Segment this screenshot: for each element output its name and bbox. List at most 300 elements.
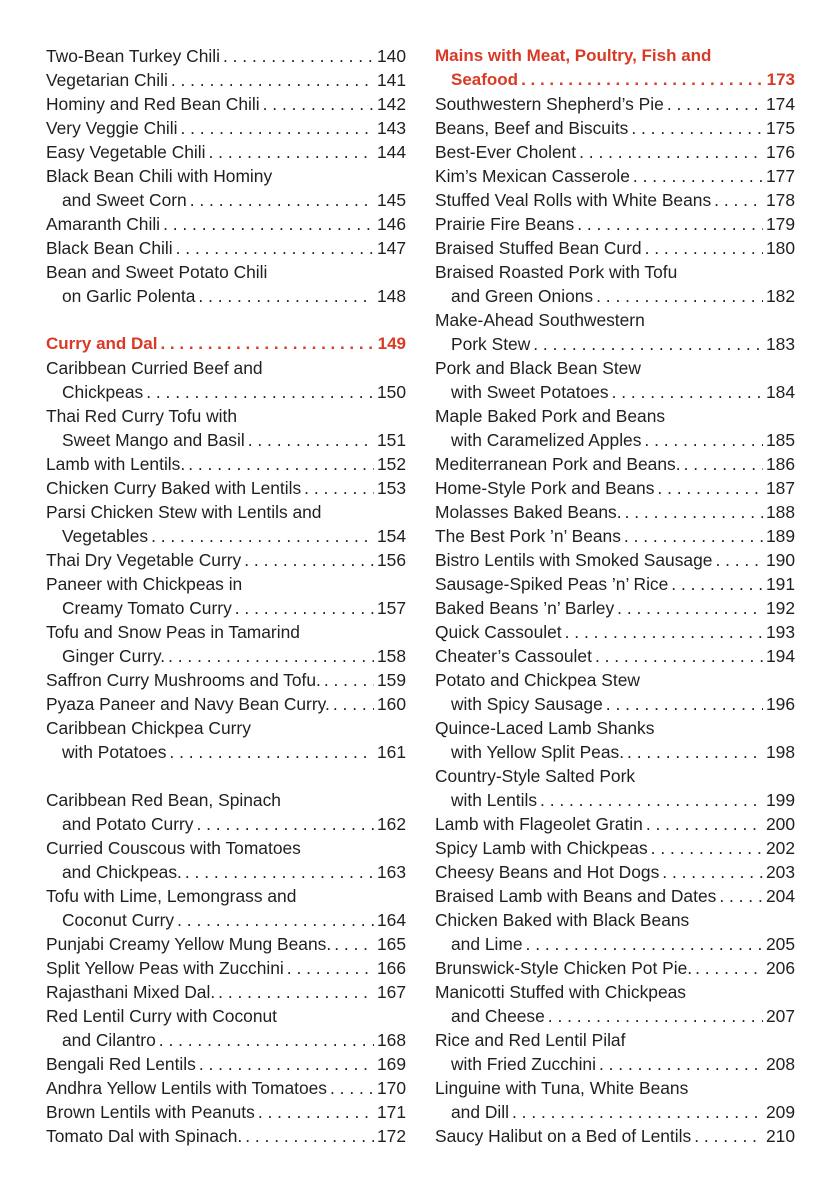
toc-line: [435, 884, 795, 908]
toc-section-heading[interactable]: [46, 332, 406, 356]
entry-title: Red Lentil Curry with Coconut: [46, 1006, 278, 1026]
toc-line: [46, 1100, 406, 1124]
page-number: 209: [765, 1102, 795, 1122]
page-number: 200: [765, 814, 795, 834]
dot-leader: [577, 212, 763, 236]
toc-entry[interactable]: [46, 692, 406, 716]
entry-title: and Dill: [451, 1102, 509, 1122]
entry-title: with Potatoes: [62, 742, 167, 762]
toc-section-heading[interactable]: [435, 44, 795, 92]
toc-entry[interactable]: [46, 980, 406, 1004]
toc-entry[interactable]: [435, 452, 795, 476]
toc-line: [435, 764, 795, 788]
entry-title: The Best Pork ’n’ Beans: [435, 526, 621, 546]
toc-line: [46, 908, 406, 932]
dot-leader: [171, 68, 374, 92]
entry-title: Molasses Baked Beans.: [435, 502, 622, 522]
toc-entry[interactable]: [435, 764, 795, 812]
page-number: 141: [376, 70, 406, 90]
toc-entry[interactable]: [46, 236, 406, 260]
toc-line: [435, 500, 795, 524]
entry-title: Braised Stuffed Bean Curd: [435, 238, 642, 258]
page-number: 184: [765, 382, 795, 402]
toc-line: [46, 260, 406, 284]
entry-title: Hominy and Red Bean Chili: [46, 94, 260, 114]
page-number: 208: [765, 1054, 795, 1074]
page-number: 143: [376, 118, 406, 138]
toc-line: [46, 1028, 406, 1052]
entry-title: Southwestern Shepherd’s Pie: [435, 94, 664, 114]
dot-leader: [625, 500, 763, 524]
page-number: 166: [376, 958, 406, 978]
entry-title: Bean and Sweet Potato Chili: [46, 262, 268, 282]
toc-line: [435, 1052, 795, 1076]
entry-title: Bengali Red Lentils: [46, 1054, 196, 1074]
dot-leader: [330, 1076, 374, 1100]
entry-title: Black Bean Chili with Hominy: [46, 166, 273, 186]
toc-entry[interactable]: [46, 716, 406, 764]
dot-leader: [627, 740, 763, 764]
toc-entry[interactable]: [435, 980, 795, 1028]
dot-leader: [324, 668, 374, 692]
toc-entry[interactable]: [46, 572, 406, 620]
page-number: 173: [766, 70, 795, 89]
toc-line: [435, 428, 795, 452]
page-number: 196: [765, 694, 795, 714]
dot-leader: [223, 44, 374, 68]
toc-entry[interactable]: [435, 1124, 795, 1148]
toc-line: [46, 188, 406, 212]
dot-leader: [248, 428, 374, 452]
dot-leader: [333, 692, 374, 716]
dot-leader: [159, 1028, 374, 1052]
toc-line: [46, 644, 406, 668]
entry-title: Stuffed Veal Rolls with White Beans: [435, 190, 712, 210]
page-number: 147: [376, 238, 406, 258]
toc-line: [435, 164, 795, 188]
page-number: 171: [376, 1102, 406, 1122]
toc-line: [435, 476, 795, 500]
page-number: 189: [765, 526, 795, 546]
toc-entry[interactable]: [46, 140, 406, 164]
page-number: 153: [376, 478, 406, 498]
toc-entry[interactable]: [435, 356, 795, 404]
toc-entry[interactable]: [435, 860, 795, 884]
entry-title: and Cheese: [451, 1006, 545, 1026]
toc-entry[interactable]: [46, 44, 406, 68]
entry-title: Bistro Lentils with Smoked Sausage: [435, 550, 713, 570]
toc-entry[interactable]: [46, 836, 406, 884]
dot-leader: [694, 1124, 763, 1148]
entry-title: with Fried Zucchini: [451, 1054, 596, 1074]
dot-leader: [180, 116, 374, 140]
toc-line: [46, 428, 406, 452]
entry-title: Beans, Beef and Biscuits: [435, 118, 629, 138]
toc-entry[interactable]: [435, 716, 795, 764]
entry-title: and Green Onions: [451, 286, 594, 306]
entry-title: with Yellow Split Peas.: [451, 742, 625, 762]
entry-title: Tomato Dal with Spinach.: [46, 1126, 243, 1146]
toc-entry[interactable]: [435, 92, 795, 116]
toc-entry[interactable]: [435, 140, 795, 164]
toc-line: [435, 452, 795, 476]
toc-entry[interactable]: [435, 308, 795, 356]
toc-entry[interactable]: [435, 836, 795, 860]
toc-entry[interactable]: [46, 956, 406, 980]
page-number: 206: [765, 958, 795, 978]
page-number: 169: [376, 1054, 406, 1074]
page-number: 160: [376, 694, 406, 714]
toc-entry[interactable]: [46, 620, 406, 668]
toc-line: [46, 500, 406, 524]
page-number: 183: [765, 334, 795, 354]
entry-title: Coconut Curry: [62, 910, 175, 930]
toc-entry[interactable]: [46, 164, 406, 212]
entry-title: Curry and Dal: [46, 334, 158, 353]
toc-line: [435, 1124, 795, 1148]
page-number: 158: [376, 646, 406, 666]
toc-entry[interactable]: [46, 1052, 406, 1076]
toc-entry[interactable]: [46, 1124, 406, 1148]
page-number: 174: [765, 94, 795, 114]
dot-leader: [287, 956, 374, 980]
toc-line: [435, 620, 795, 644]
entry-title: Chickpeas: [62, 382, 144, 402]
page-number: 198: [765, 742, 795, 762]
dot-leader: [565, 620, 763, 644]
toc-line: [435, 68, 795, 92]
entry-title: Cheesy Beans and Hot Dogs: [435, 862, 660, 882]
entry-title: Braised Roasted Pork with Tofu: [435, 262, 678, 282]
toc-entry[interactable]: [46, 788, 406, 836]
toc-line: [46, 356, 406, 380]
page-number: 176: [765, 142, 795, 162]
toc-line: [46, 44, 406, 68]
toc-line: [435, 524, 795, 548]
entry-title: Linguine with Tuna, White Beans: [435, 1078, 689, 1098]
entry-title: with Lentils: [451, 790, 538, 810]
toc-entry[interactable]: [435, 524, 795, 548]
entry-title: Cheater’s Cassoulet: [435, 646, 592, 666]
page-number: 154: [376, 526, 406, 546]
toc-entry[interactable]: [46, 68, 406, 92]
toc-line: [46, 836, 406, 860]
toc-line: [46, 620, 406, 644]
dot-leader: [196, 812, 374, 836]
entry-title: Potato and Chickpea Stew: [435, 670, 640, 690]
entry-title: Pork and Black Bean Stew: [435, 358, 641, 378]
toc-line: [46, 68, 406, 92]
toc-entry[interactable]: [46, 404, 406, 452]
toc-left-column: [46, 44, 406, 1148]
dot-leader: [334, 932, 374, 956]
entry-title: Two-Bean Turkey Chili: [46, 46, 220, 66]
toc-entry[interactable]: [435, 1076, 795, 1124]
toc-entry[interactable]: [435, 884, 795, 908]
entry-title: Caribbean Chickpea Curry: [46, 718, 251, 738]
page-number: 194: [765, 646, 795, 666]
entry-title: Andhra Yellow Lentils with Tomatoes: [46, 1078, 327, 1098]
entry-title: Pork Stew: [451, 334, 531, 354]
page-number: 202: [765, 838, 795, 858]
toc-entry[interactable]: [435, 620, 795, 644]
toc-line: [435, 308, 795, 332]
dot-leader: [612, 380, 763, 404]
toc-entry[interactable]: [435, 116, 795, 140]
section-spacer: [46, 764, 406, 788]
section-spacer: [46, 308, 406, 332]
dot-leader: [168, 644, 374, 668]
entry-title: and Sweet Corn: [62, 190, 187, 210]
toc-entry[interactable]: [435, 164, 795, 188]
toc-line: [46, 116, 406, 140]
toc-line: [46, 548, 406, 572]
page-number: 167: [376, 982, 406, 1002]
page-number: 146: [376, 214, 406, 234]
dot-leader: [595, 644, 763, 668]
entry-title: Paneer with Chickpeas in: [46, 574, 243, 594]
toc-entry[interactable]: [435, 188, 795, 212]
toc-line: [435, 860, 795, 884]
toc-entry[interactable]: [46, 1100, 406, 1124]
dot-leader: [633, 164, 763, 188]
dot-leader: [185, 860, 374, 884]
toc-entry[interactable]: [435, 596, 795, 620]
toc-line: [435, 260, 795, 284]
entry-title: Amaranth Chili: [46, 214, 161, 234]
entry-title: Sweet Mango and Basil: [62, 430, 245, 450]
toc-line: [46, 476, 406, 500]
entry-title: Braised Lamb with Beans and Dates: [435, 886, 717, 906]
dot-leader: [671, 572, 763, 596]
toc-line: [46, 164, 406, 188]
toc-entry[interactable]: [435, 260, 795, 308]
page-number: 179: [765, 214, 795, 234]
page-number: 175: [765, 118, 795, 138]
toc-entry[interactable]: [435, 404, 795, 452]
toc-entry[interactable]: [46, 500, 406, 548]
dot-leader: [163, 212, 374, 236]
toc-line: [435, 1028, 795, 1052]
entry-title: Lamb with Lentils.: [46, 454, 186, 474]
toc-line: [435, 212, 795, 236]
page-number: 164: [376, 910, 406, 930]
dot-leader: [684, 452, 763, 476]
entry-title: Chicken Baked with Black Beans: [435, 910, 690, 930]
entry-title: Curried Couscous with Tomatoes: [46, 838, 301, 858]
entry-title: Kim’s Mexican Casserole: [435, 166, 630, 186]
entry-title: Very Veggie Chili: [46, 118, 178, 138]
toc-entry[interactable]: [46, 932, 406, 956]
toc-entry[interactable]: [46, 260, 406, 308]
toc-line: [435, 548, 795, 572]
entry-title: Home-Style Pork and Beans: [435, 478, 655, 498]
entry-title: with Sweet Potatoes: [451, 382, 609, 402]
toc-entry[interactable]: [46, 212, 406, 236]
toc-entry[interactable]: [46, 1076, 406, 1100]
dot-leader: [645, 236, 763, 260]
toc-line: [435, 980, 795, 1004]
entry-title: Manicotti Stuffed with Chickpeas: [435, 982, 687, 1002]
toc-line: [46, 1124, 406, 1148]
entry-title: Tofu with Lime, Lemongrass and: [46, 886, 297, 906]
entry-title: Caribbean Curried Beef and: [46, 358, 263, 378]
toc-line: [435, 716, 795, 740]
dot-leader: [631, 116, 763, 140]
entry-title: Caribbean Red Bean, Spinach: [46, 790, 281, 810]
page-number: 156: [376, 550, 406, 570]
toc-entry[interactable]: [435, 500, 795, 524]
toc-line: [46, 380, 406, 404]
entry-title: Creamy Tomato Curry: [62, 598, 232, 618]
page-number: 162: [376, 814, 406, 834]
toc-entry[interactable]: [435, 1028, 795, 1076]
dot-leader: [512, 1100, 763, 1124]
toc-line: [46, 740, 406, 764]
entry-title: Tofu and Snow Peas in Tamarind: [46, 622, 300, 642]
page-number: 207: [765, 1006, 795, 1026]
toc-line: [435, 1004, 795, 1028]
toc-entry[interactable]: [46, 884, 406, 932]
page-number: 145: [376, 190, 406, 210]
dot-leader: [146, 380, 374, 404]
toc-line: [46, 596, 406, 620]
entry-title: Maple Baked Pork and Beans: [435, 406, 666, 426]
toc-line: [46, 332, 406, 356]
toc-entry[interactable]: [435, 476, 795, 500]
toc-entry[interactable]: [46, 452, 406, 476]
toc-line: [435, 44, 795, 68]
toc-line: [46, 692, 406, 716]
dot-leader: [714, 188, 763, 212]
toc-entry[interactable]: [435, 236, 795, 260]
toc-line: [46, 956, 406, 980]
toc-line: [46, 980, 406, 1004]
entry-title: Mains with Meat, Poultry, Fish and: [435, 46, 712, 65]
toc-line: [435, 140, 795, 164]
toc-entry[interactable]: [46, 476, 406, 500]
entry-title: with Spicy Sausage: [451, 694, 603, 714]
toc-line: [435, 404, 795, 428]
entry-title: Thai Dry Vegetable Curry: [46, 550, 242, 570]
toc-entry[interactable]: [435, 212, 795, 236]
page-number: 163: [376, 862, 406, 882]
toc-line: [46, 212, 406, 236]
entry-title: and Lime: [451, 934, 523, 954]
entry-title: Ginger Curry.: [62, 646, 166, 666]
entry-title: Rajasthani Mixed Dal.: [46, 982, 216, 1002]
toc-entry[interactable]: [46, 1004, 406, 1052]
toc-line: [435, 932, 795, 956]
toc-line: [435, 596, 795, 620]
dot-leader: [244, 548, 374, 572]
entry-title: Pyaza Paneer and Navy Bean Curry.: [46, 694, 330, 714]
toc-entry[interactable]: [435, 908, 795, 956]
page-number: 150: [376, 382, 406, 402]
dot-leader: [188, 452, 374, 476]
entry-title: Seafood: [451, 70, 519, 89]
dot-leader: [169, 740, 374, 764]
toc-line: [46, 788, 406, 812]
dot-leader: [606, 692, 763, 716]
entry-title: Rice and Red Lentil Pilaf: [435, 1030, 626, 1050]
page-number: 151: [376, 430, 406, 450]
dot-leader: [198, 284, 374, 308]
toc-line: [435, 836, 795, 860]
dot-leader: [596, 284, 763, 308]
toc-entry[interactable]: [46, 668, 406, 692]
toc-entry[interactable]: [435, 956, 795, 980]
toc-line: [46, 284, 406, 308]
toc-line: [46, 668, 406, 692]
page-number: 157: [376, 598, 406, 618]
toc-line: [435, 572, 795, 596]
dot-leader: [651, 836, 763, 860]
toc-entry[interactable]: [435, 644, 795, 668]
entry-title: Sausage-Spiked Peas ’n’ Rice: [435, 574, 669, 594]
toc-line: [46, 932, 406, 956]
entry-title: with Caramelized Apples: [451, 430, 642, 450]
toc-entry[interactable]: [46, 116, 406, 140]
dot-leader: [245, 1124, 374, 1148]
toc-line: [435, 284, 795, 308]
dot-leader: [719, 884, 763, 908]
toc-entry[interactable]: [46, 92, 406, 116]
page-number: 210: [765, 1126, 795, 1146]
toc-line: [46, 404, 406, 428]
page-number: 144: [376, 142, 406, 162]
entry-title: Quince-Laced Lamb Shanks: [435, 718, 655, 738]
dot-leader: [199, 1052, 374, 1076]
dot-leader: [526, 932, 763, 956]
entry-title: Mediterranean Pork and Beans.: [435, 454, 681, 474]
toc-entry[interactable]: [46, 356, 406, 404]
dot-leader: [209, 140, 374, 164]
toc-entry[interactable]: [435, 548, 795, 572]
toc-line: [46, 236, 406, 260]
toc-entry[interactable]: [46, 548, 406, 572]
toc-line: [435, 644, 795, 668]
toc-line: [435, 788, 795, 812]
page-number: 193: [765, 622, 795, 642]
toc-entry[interactable]: [435, 572, 795, 596]
page-number: 203: [765, 862, 795, 882]
toc-line: [435, 1100, 795, 1124]
page-number: 142: [376, 94, 406, 114]
toc-line: [435, 740, 795, 764]
entry-title: and Chickpeas.: [62, 862, 182, 882]
entry-title: Punjabi Creamy Yellow Mung Beans.: [46, 934, 332, 954]
page-number: 152: [376, 454, 406, 474]
toc-line: [435, 236, 795, 260]
dot-leader: [695, 956, 763, 980]
page-number: 165: [376, 934, 406, 954]
page-number: 190: [765, 550, 795, 570]
toc-line: [46, 140, 406, 164]
toc-line: [435, 1076, 795, 1100]
page-number: 180: [765, 238, 795, 258]
entry-title: Spicy Lamb with Chickpeas: [435, 838, 648, 858]
dot-leader: [235, 596, 374, 620]
page-number: 140: [376, 46, 406, 66]
entry-title: Baked Beans ’n’ Barley: [435, 598, 615, 618]
page-number: 187: [765, 478, 795, 498]
entry-title: Quick Cassoulet: [435, 622, 562, 642]
dot-leader: [304, 476, 374, 500]
toc-entry[interactable]: [435, 812, 795, 836]
toc-entry[interactable]: [435, 668, 795, 716]
toc-line: [435, 812, 795, 836]
